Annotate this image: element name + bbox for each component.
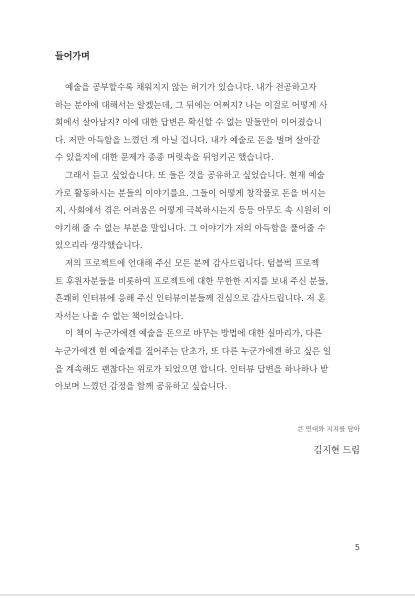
text-line: 가로 활동하시는 분들의 이야기를요. 그들이 어떻게 창작물로 돈을 버시는 (55, 188, 326, 199)
text-line: 지, 사회에서 겪은 어려움은 어떻게 극복하시는지 등등 아무도 속 시원히 이 (55, 206, 332, 217)
text-line: 트 후원자분들을 비롯하여 프로젝트에 대한 무한한 지지를 보내 주신 분들, (55, 276, 329, 287)
text-line: 회에서 살아남지? 이에 대한 답변은 확신할 수 없는 말들만이 이어졌습니 (55, 118, 322, 129)
section-heading: 들어가며 (55, 52, 90, 62)
text-line: 자서는 나올 수 없는 책이었습니다. (55, 311, 184, 322)
text-line: 다. 저만 아득함을 느꼈던 게 아닐 겁니다. 내가 예술로 돈을 벌며 살아갈 (55, 135, 321, 146)
page-bottom-divider (0, 594, 415, 596)
text-line: 하는 분야에 대해서는 알겠는데, 그 뒤에는 어쩌지? 나는 이걸로 어떻게 사 (55, 100, 328, 111)
text-line: 아보며 느꼈던 감정을 함께 공유하고 싶습니다. (55, 382, 228, 393)
text-line: 수 있을지에 대한 문제가 종종 머릿속을 뒤엉키곤 했습니다. (55, 153, 274, 164)
body-text (55, 80, 367, 397)
author-signature: 김지현 드림 (313, 446, 360, 456)
text-line: 있으리라 생각했습니다. (55, 241, 143, 252)
text-line: 야기해 줄 수 없는 부분을 말입니다. 그 이야기가 저의 아득함을 풀어줄 수 (55, 223, 326, 234)
text-line: 이 책이 누군가에겐 예술을 돈으로 바꾸는 방법에 대한 실마리가, 다른 (65, 329, 322, 340)
text-line: 흔쾌히 인터뷰에 응해 주신 인터뷰이분들께 진심으로 감사드립니다. 저 혼 (55, 294, 326, 305)
text-line: 누군가에겐 현 예술계를 짚어주는 단초가, 또 다른 누군가에겐 하고 싶은 일 (55, 346, 332, 357)
signoff-line: 큰 연대와 지지를 담아 (297, 425, 360, 433)
text-line: 예술을 공부할수록 채워지지 않는 허기가 있습니다. 내가 전공하고자 (65, 83, 317, 93)
text-line: 저의 프로젝트에 언대해 주신 모든 분께 감사드립니다. 텀블벅 프로젝 (65, 258, 320, 269)
text-line: 그래서 듣고 싶었습니다. 또 들은 것을 공유하고 싶었습니다. 현재 예술 (65, 170, 325, 181)
page-number: 5 (354, 543, 360, 552)
text-line: 을 계속해도 괜찮다는 위로가 되었으면 합니다. 인터뷰 답변을 하나하나 받 (55, 364, 329, 375)
